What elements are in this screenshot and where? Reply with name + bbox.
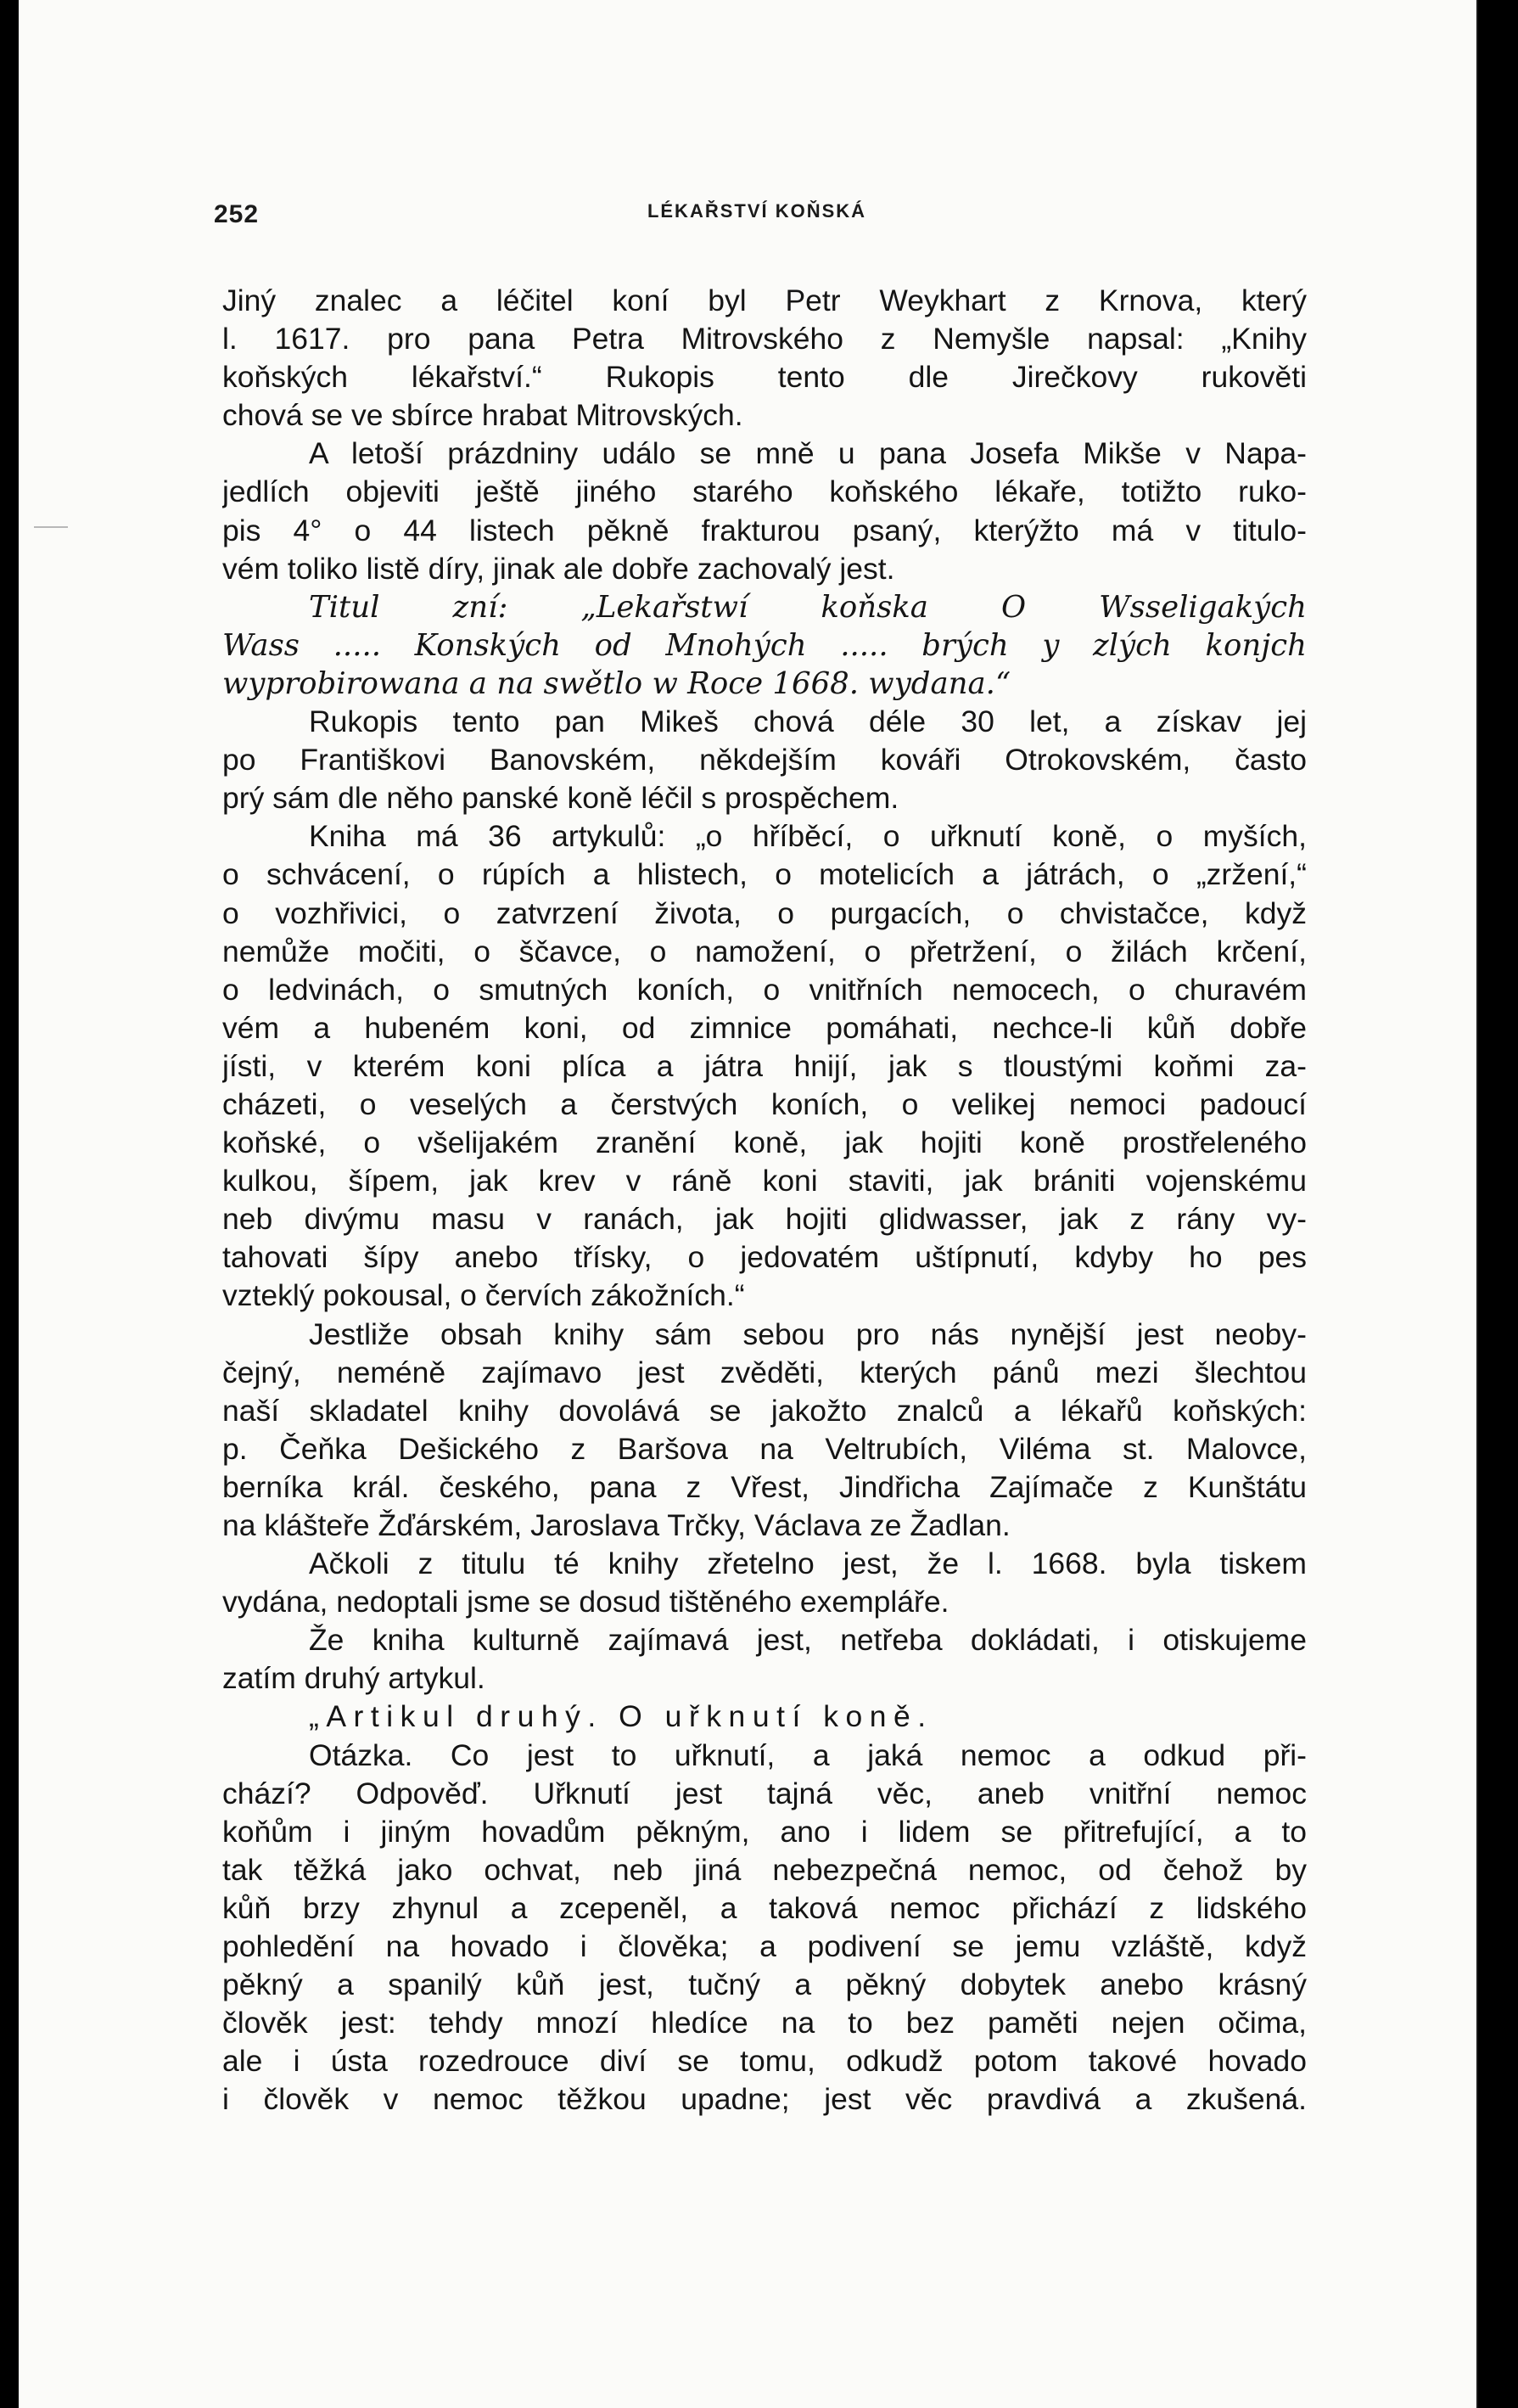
text-line: A letoší prázdniny událo se mně u pana Josefa Mikše v Napa- [309,436,1307,471]
book-title-line: wyprobirowana a na swětlo w Roce 1668. wydana.“ [222,665,1011,701]
text-line: Že kniha kulturně zajímavá jest, netřeba dokládati, i otiskujeme [309,1623,1307,1658]
text-line: koňské, o všelijakém zranění koně, jak hojiti koně prostřeleného [222,1125,1307,1160]
text-line: zatím druhý artykul. [222,1661,485,1696]
text-line: vydána, nedoptali jsme se dosud tištěného exempláře. [222,1585,949,1619]
text-line: tak těžká jako ochvat, neb jiná nebezpečná nemoc, od čehož by [222,1852,1307,1887]
text-line: Jiný znalec a léčitel koní byl Petr Weykhart z Krnova, který [222,283,1307,317]
text-line: chází? Odpověď. Uřknutí jest tajná věc, aneb vnitřní nemoc [222,1776,1307,1810]
text-line: jedlích objeviti ještě jiného starého koňského lékaře, totižto ruko- [222,474,1307,509]
text-line: kulkou, šípem, jak krev v ráně koni staviti, jak brániti vojenskému [222,1164,1307,1198]
text-line: vém a hubeném koni, od zimnice pomáhati, nechce-li kůň dobře [222,1010,1307,1045]
text-line: cházeti, o veselých a čerstvých koních, o velikej nemoci padoucí [222,1086,1307,1121]
text-line: Rukopis tento pan Mikeš chová déle 30 let, a získav jej [309,704,1307,739]
margin-mark [34,526,68,528]
page-number: 252 [214,200,260,228]
section-heading: „Artikul druhý. O uřknutí koně. [309,1699,933,1734]
text-line: nemůže močiti, o ščavce, o namožení, o přetržení, o žilách krčení, [222,934,1307,968]
running-head [214,195,1300,238]
text-line: pis 4° o 44 listech pěkně frakturou psaný, kterýžto má v titulo- [222,513,1307,547]
book-title-line: Titul zní: „Lekařstwí koňska O Wsseligakých [309,589,1307,625]
text-line: prý sám dle něho panské koně léčil s prospěchem. [222,781,899,816]
text-line: člověk jest: tehdy mnozí hledíce na to bez paměti nejen očima, [222,2006,1307,2040]
text-line: chová se ve sbírce hrabat Mitrovských. [222,398,743,433]
text-line: tahovati šípy anebo třísky, o jedovatém uštípnutí, kdyby ho pes [222,1240,1307,1275]
running-title: LÉKAŘSTVÍ KOŇSKÁ [647,200,867,222]
text-line: jísti, v kterém koni plíca a játra hnijí, jak s tloustými koňmi za- [222,1048,1307,1083]
text-line: Jestliže obsah knihy sám sebou pro nás nynější jest neoby- [309,1316,1307,1351]
text-line: o vozhřivici, o zatvrzení života, o purgacích, o chvistačce, když [222,895,1307,930]
text-line: Kniha má 36 artykulů: „o hříběcí, o uřknutí koně, o myších, [309,819,1307,854]
text-line: i člověk v nemoc těžkou upadne; jest věc pravdivá a zkušená. [222,2082,1307,2117]
text-line: pohledění na hovado i člověka; a podivení se jemu vzláště, když [222,1929,1307,1964]
text-line: kůň brzy zhynul a zcepeněl, a taková nemoc přichází z lidského [222,1890,1307,1925]
text-line: na klášteře Žďárském, Jaroslava Trčky, Václava ze Žadlan. [222,1508,1011,1542]
text-line: čejný, neméně zajímavo jest zvěděti, kterých pánů mezi šlechtou [222,1355,1307,1389]
text-line: ale i ústa rozedrouce diví se tomu, odkudž potom takové hovado [222,2044,1307,2079]
text-line: neb divýmu masu v ranách, jak hojiti glidwasser, jak z rány vy- [222,1202,1307,1237]
text-line: Ačkoli z titulu té knihy zřetelno jest, že l. 1668. byla tiskem [309,1546,1307,1581]
book-title-line: Wass ..... Konských od Mnohých ..... brých y zlých konjch [222,627,1307,663]
body-text [222,282,1307,2119]
text-line: vzteklý pokousal, o červích zákožních.“ [222,1278,745,1313]
text-line: po Františkovi Banovském, někdejším kováři Otrokovském, často [222,743,1307,777]
text-line: o ledvinách, o smutných koních, o vnitřních nemocech, o churavém [222,972,1307,1007]
text-line: koňům i jiným hovadům pěkným, ano i lidem se přitrefující, a to [222,1814,1307,1849]
text-line: p. Čeňka Dešického z Baršova na Veltrubích, Viléma st. Malovce, [222,1431,1307,1466]
text-line: naší skladatel knihy dovolává se jakožto znalců a lékařů koňských: [222,1393,1307,1428]
text-line: Otázka. Co jest to uřknutí, a jaká nemoc a odkud při- [309,1737,1307,1772]
text-line: o schvácení, o rúpích a hlistech, o motelicích a játrách, o „zržení,“ [222,857,1307,892]
text-line: koňských lékařství.“ Rukopis tento dle Jirečkovy rukověti [222,360,1307,395]
text-line: vém toliko listě díry, jinak ale dobře zachovalý jest. [222,551,895,586]
text-line: l. 1617. pro pana Petra Mitrovského z Nemyšle napsal: „Knihy [222,322,1307,356]
text-line: pěkný a spanilý kůň jest, tučný a pěkný dobytek anebo krásný [222,1967,1307,2002]
text-line: berníka král. českého, pana z Vřest, Jindřicha Zajímače z Kunštátu [222,1469,1307,1504]
book-page [19,0,1478,2408]
